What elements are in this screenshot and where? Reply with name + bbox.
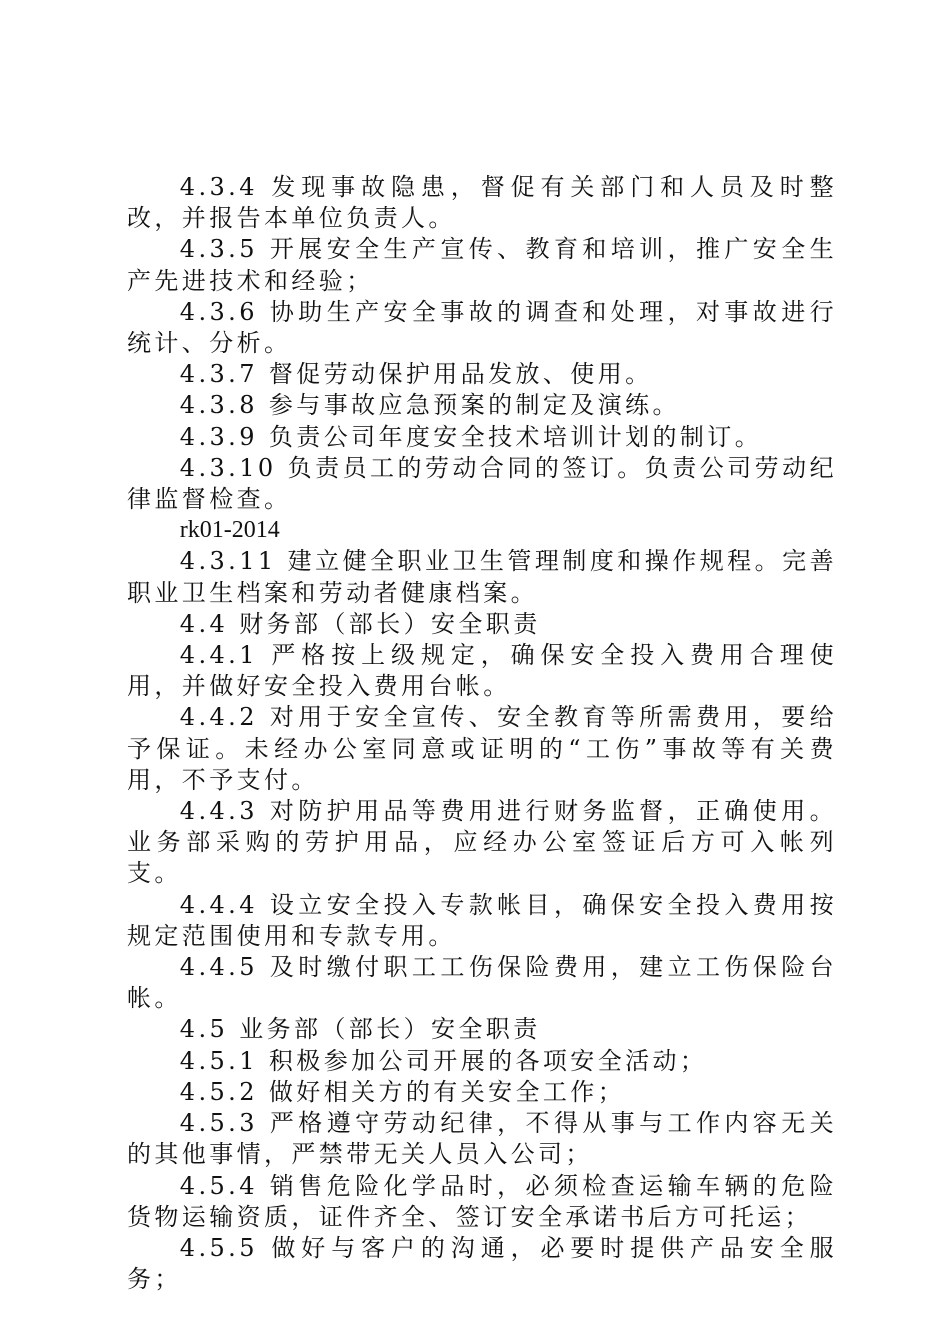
clause-4-5-1: 4.5.1 积极参加公司开展的各项安全活动； [179, 1046, 708, 1075]
clause-4-3-5: 4.3.5 开展安全生产宣传、教育和培训，推广安全生产先进技术和经验； [127, 235, 837, 295]
clause-4-3-8: 4.3.8 参与事故应急预案的制定及演练。 [179, 391, 680, 420]
section-4-5-heading: 4.5 业务部（部长）安全职责 [179, 1015, 541, 1044]
clause-4-3-10: 4.3.10 负责员工的劳动合同的签订。负责公司劳动纪律监督检查。 [127, 453, 837, 514]
section-4-4-heading: 4.4 财务部（部长）安全职责 [179, 609, 541, 638]
clause-4-5-3: 4.5.3 严格遵守劳动纪律，不得从事与工作内容无关的其他事情，严禁带无关人员入公司； [127, 1109, 837, 1169]
clause-4-4-1: 4.4.1 严格按上级规定，确保安全投入费用合理使用，并做好安全投入费用台帐。 [127, 641, 837, 701]
document-body [127, 172, 837, 1295]
clause-4-4-3: 4.4.3 对防护用品等费用进行财务监督，正确使用。业务部采购的劳护用品，应经办公室签证后方可入帐列支。 [127, 797, 837, 888]
clause-4-5-4: 4.5.4 销售危险化学品时，必须检查运输车辆的危险货物运输资质，证件齐全、签订安全承诺书后方可托运； [127, 1171, 837, 1231]
clause-4-3-9: 4.3.9 负责公司年度安全技术培训计划的制订。 [179, 422, 763, 451]
clause-4-3-6: 4.3.6 协助生产安全事故的调查和处理，对事故进行统计、分析。 [127, 297, 837, 358]
clause-4-3-4: 4.3.4 发现事故隐患，督促有关部门和人员及时整改，并报告本单位负责人。 [127, 173, 837, 233]
clause-4-3-11: 4.3.11 建立健全职业卫生管理制度和操作规程。完善职业卫生档案和劳动者健康档案。 [127, 547, 837, 607]
clause-4-3-7: 4.3.7 督促劳动保护用品发放、使用。 [179, 360, 653, 389]
clause-4-4-2: 4.4.2 对用于安全宣传、安全教育等所需费用，要给予保证。未经办公室同意或证明的“工伤”事故等有关费用，不予支付。 [127, 703, 837, 794]
clause-4-4-5: 4.4.5 及时缴付职工工伤保险费用，建立工伤保险台帐。 [127, 953, 837, 1013]
clause-4-5-5: 4.5.5 做好与客户的沟通，必要时提供产品安全服务； [127, 1233, 837, 1294]
clause-4-5-2: 4.5.2 做好相关方的有关安全工作； [179, 1077, 626, 1106]
clause-4-4-4: 4.4.4 设立安全投入专款帐目，确保安全投入费用按规定范围使用和专款专用。 [127, 890, 837, 950]
document-code: rk01-2014 [179, 517, 280, 544]
